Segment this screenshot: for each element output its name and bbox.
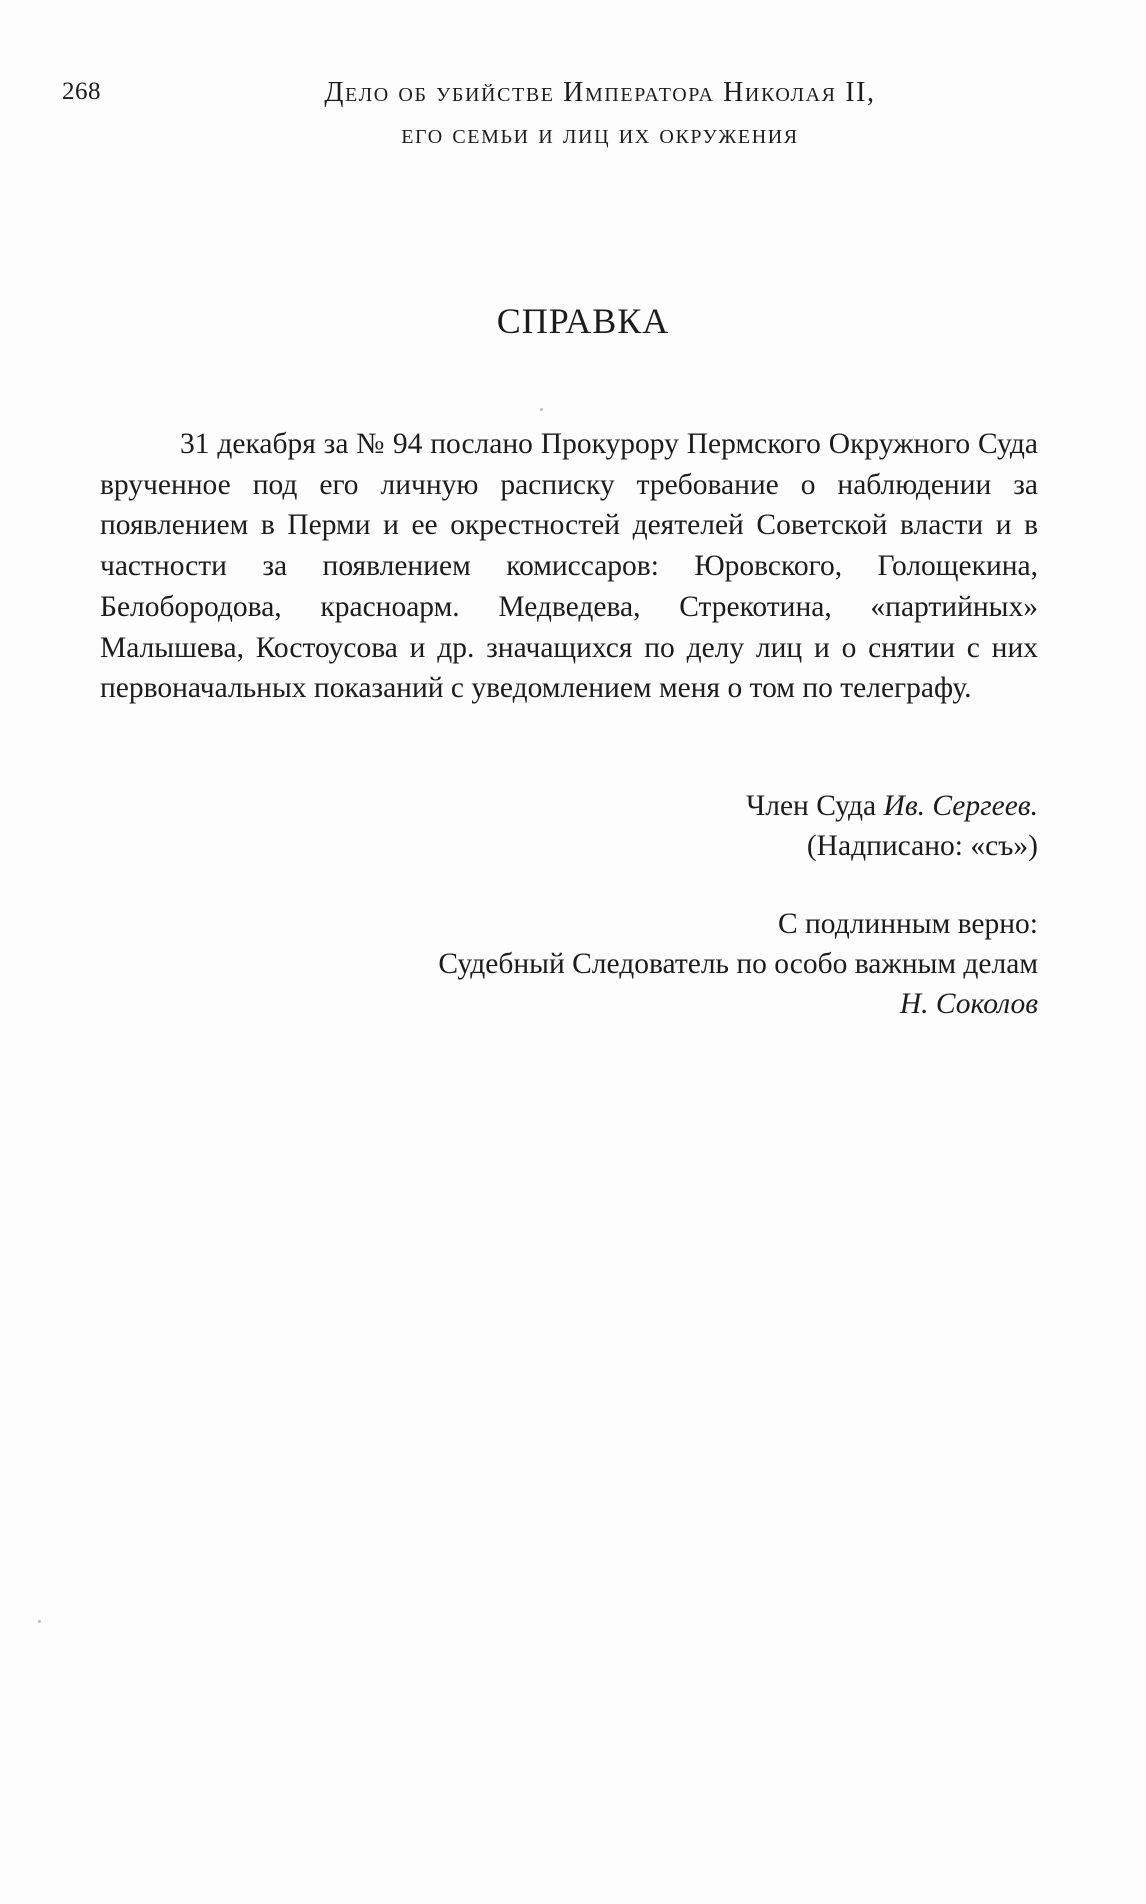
signature-line xyxy=(746,786,1038,826)
scan-speck xyxy=(540,408,543,411)
signature-block xyxy=(746,786,1038,866)
attestation-block xyxy=(438,904,1038,1024)
scan-speck xyxy=(38,1620,41,1623)
attestation-name: Н. Соколов xyxy=(899,988,1038,1020)
signature-name: Ив. Сергеев. xyxy=(883,790,1038,822)
running-head-line-2: его семьи и лиц их окружения xyxy=(401,119,799,150)
signature-role: Член Суда xyxy=(746,790,877,822)
page-number: 268 xyxy=(62,78,101,105)
attestation-line-2: Судебный Следователь по особо важным делам xyxy=(438,948,1038,980)
running-head-line-1: Дело об убийстве Императора Николая II, xyxy=(324,77,876,108)
signature-note: (Надписано: «съ») xyxy=(806,830,1038,862)
document-title: СПРАВКА xyxy=(496,301,670,341)
running-head xyxy=(250,72,950,156)
attestation-line-1: С подлинным верно: xyxy=(777,908,1038,940)
document-paragraph: 31 декабря за № 94 послано Прокурору Пермского Окружного Суда врученное под его личную расписку требование о наблюдении за появлением в Перми и ее окрестностей деятелей Советской власти и в частности за появлением комиссаров: Юровского, Голощекина, Белобородова, красноарм. Медведева, Стрекотина, «партийных» Малышева, Костоусова и др. значащихся по делу лиц и о снятии с них первоначальных показаний с уведомлением меня о том по телеграфу. xyxy=(100,428,1038,705)
